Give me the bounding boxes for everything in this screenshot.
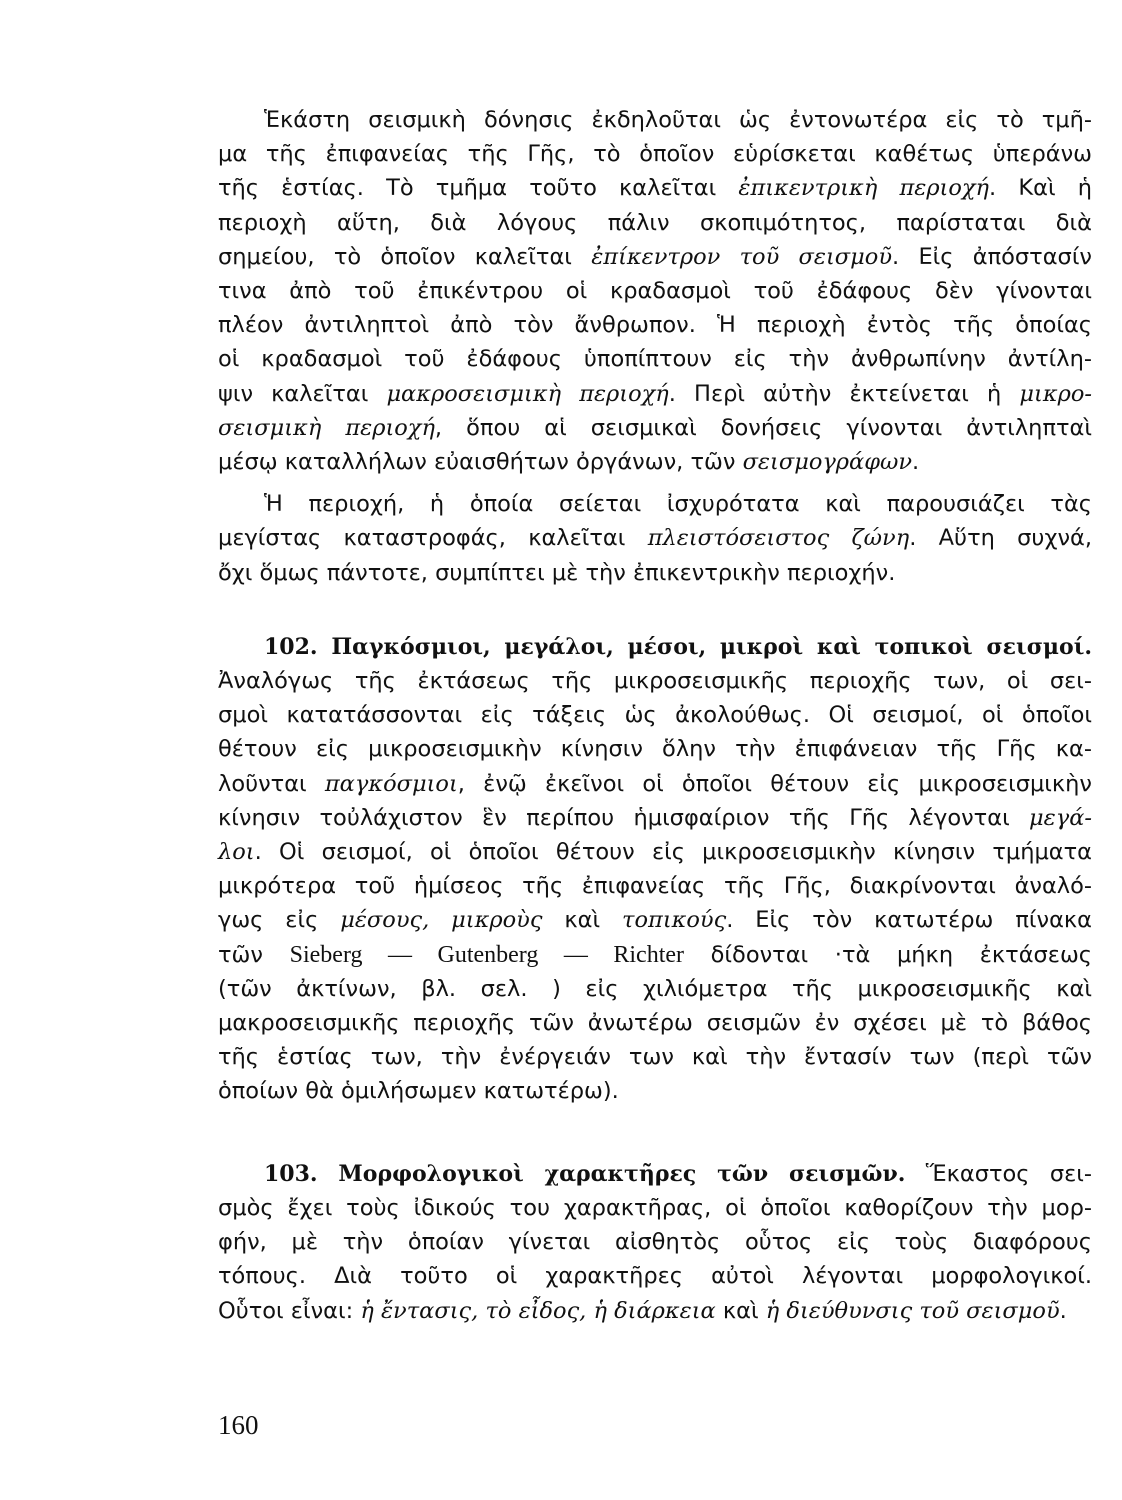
section-heading: 103. Μορφολογικοὶ χαρακτῆρες τῶν σεισμῶν. [264,1160,906,1187]
paragraph-pleistoseismal-zone [218,487,1092,590]
text-line: τῶν Sieberg — Gutenberg — Richter δίδονται ·τὰ μήκη ἐκτάσεως [218,941,1092,968]
text-line: λοῦνται παγκόσμιοι, ἐνῷ ἐκεῖνοι οἱ ὁποῖοι θέτουν εἰς μικροσεισμικὴν [218,770,1093,797]
author-names: Sieberg — Gutenberg — Richter [289,941,685,968]
italic-term: μικρο- [1019,380,1092,407]
text-line: τῆς ἑστίας. Τὸ τμῆμα τοῦτο καλεῖται ἐπικεντρικὴ περιοχή. Καὶ ἡ [218,175,1092,202]
italic-term: σεισμικὴ περιοχή [218,414,435,441]
text-line: οἱ κραδασμοὶ τοῦ ἐδάφους ὑποπίπτουν εἰς τὴν ἀνθρωπίνην ἀντίλη- [218,346,1092,373]
section-heading: 102. Παγκόσμιοι, μεγάλοι, μέσοι, μικροὶ καὶ τοπικοὶ σεισμοί. [264,633,1092,660]
italic-term: μακροσεισμικὴ περιοχή [386,380,669,407]
italic-term: μεγά- [1029,804,1092,831]
italic-term: πλειστόσειστος ζώνη [647,525,910,552]
text-line: γως εἰς μέσους, μικροὺς καὶ τοπικούς. Εἰς τὸν κατωτέρω πίνακα [218,907,1092,934]
text-line: μέσῳ καταλλήλων εὐαισθήτων ὀργάνων, τῶν σεισμογράφων. [218,449,920,476]
text-line: ὄχι ὅμως πάντοτε, συμπίπτει μὲ τὴν ἐπικεντρικὴν περιοχήν. [218,559,896,586]
text-line: ὁποίων θὰ ὁμιλήσωμεν κατωτέρω). [218,1078,619,1105]
text-line: σμὸς ἔχει τοὺς ἰδικούς του χαρακτῆρας, οἱ ὁποῖοι καθορίζουν τὴν μορ- [218,1194,1092,1221]
text-line: σεισμικὴ περιοχή, ὅπου αἱ σεισμικαὶ δονήσεις γίνονται ἀντιληπταὶ [218,414,1092,441]
text-line [218,630,1092,664]
text-line: μα τῆς ἐπιφανείας τῆς Γῆς, τὸ ὁποῖον εὑρίσκεται καθέτως ὑπεράνω [218,141,1092,168]
italic-term: ἡ διεύθυνσις τοῦ σεισμοῦ [765,1297,1060,1324]
text-line: 103. Μορφολογικοὶ χαρακτῆρες τῶν σεισμῶν. Ἕκαστος σει- [264,1160,1092,1187]
text-line: Ἀναλόγως τῆς ἐκτάσεως τῆς μικροσεισμικῆς περιοχῆς των, οἱ σει- [218,668,1092,695]
text-line: Ἡ περιοχή, ἡ ὁποία σείεται ἰσχυρότατα καὶ παρουσιάζει τὰς [264,491,1092,518]
section-102-earthquake-classes [218,630,1092,1109]
text-line: Ἑκάστη σεισμικὴ δόνησις ἐκδηλοῦται ὡς ἐντονωτέρα εἰς τὸ τμῆ- [264,107,1092,133]
italic-term: ἐπικεντρικὴ περιοχή [738,175,990,202]
italic-term: τοπικούς [622,907,727,934]
section-103-morphological-characters [218,1157,1092,1328]
text-line: (τῶν ἀκτίνων, βλ. σελ. ) εἰς χιλιόμετρα τῆς μικροσεισμικῆς καὶ [218,975,1092,1002]
text-line: μεγίστας καταστροφάς, καλεῖται πλειστόσειστος ζώνη. Αὕτη συχνά, [218,525,1092,552]
text-line: τόπους. Διὰ τοῦτο οἱ χαρακτῆρες αὐτοὶ λέγονται μορφολογικοί. [218,1263,1092,1290]
text-line: τῆς ἑστίας των, τὴν ἐνέργειάν των καὶ τὴν ἔντασίν των (περὶ τῶν [218,1044,1092,1071]
text-line: ψιν καλεῖται μακροσεισμικὴ περιοχή. Περὶ αὐτὴν ἐκτείνεται ἡ μικρο- [218,380,1092,407]
text-line: μικρότερα τοῦ ἡμίσεος τῆς ἐπιφανείας τῆς Γῆς, διακρίνονται ἀναλό- [218,873,1092,900]
text-line: μακροσεισμικῆς περιοχῆς τῶν ἀνωτέρω σεισμῶν ἐν σχέσει μὲ τὸ βάθος [218,1010,1092,1037]
italic-term: μέσους, μικροὺς [340,907,543,934]
text-line: θέτουν εἰς μικροσεισμικὴν κίνησιν ὅλην τὴν ἐπιφάνειαν τῆς Γῆς κα- [218,736,1092,763]
italic-term: ἡ ἔντασις, τὸ εἶδος, ἡ διάρκεια [360,1297,716,1324]
text-line: φήν, μὲ τὴν ὁποίαν γίνεται αἰσθητὸς οὗτος εἰς τοὺς διαφόρους [218,1229,1092,1256]
text-line: Οὗτοι εἶναι: ἡ ἔντασις, τὸ εἶδος, ἡ διάρκεια καὶ ἡ διεύθυνσις τοῦ σεισμοῦ. [218,1297,1067,1324]
text-line: λοι. Οἱ σεισμοί, οἱ ὁποῖοι θέτουν εἰς μικροσεισμικὴν κίνησιν τμήματα [218,839,1092,866]
italic-term: παγκόσμιοι [324,770,458,797]
italic-term: σεισμογράφων [742,449,913,476]
text-line: τινα ἀπὸ τοῦ ἐπικέντρου οἱ κραδασμοὶ τοῦ ἐδάφους δὲν γίνονται [218,278,1092,305]
paragraph-epicentral-region [218,103,1092,479]
italic-term: ἐπίκεντρον τοῦ σεισμοῦ [591,243,893,270]
text-line: σμοὶ κατατάσσονται εἰς τάξεις ὡς ἀκολούθως. Οἱ σεισμοί, οἱ ὁποῖοι [218,702,1092,729]
italic-term: λοι [218,839,255,866]
page-number: 160 [218,1410,259,1440]
text-line: κίνησιν τοὐλάχιστον ἓν περίπου ἡμισφαίριον τῆς Γῆς λέγονται μεγά- [218,804,1092,831]
text-line: περιοχὴ αὕτη, διὰ λόγους πάλιν σκοπιμότητος, παρίσταται διὰ [218,209,1092,236]
text-line: πλέον ἀντιληπτοὶ ἀπὸ τὸν ἄνθρωπον. Ἡ περιοχὴ ἐντὸς τῆς ὁποίας [218,312,1092,339]
text-line: σημείου, τὸ ὁποῖον καλεῖται ἐπίκεντρον τοῦ σεισμοῦ. Εἰς ἀπόστασίν [218,243,1093,270]
